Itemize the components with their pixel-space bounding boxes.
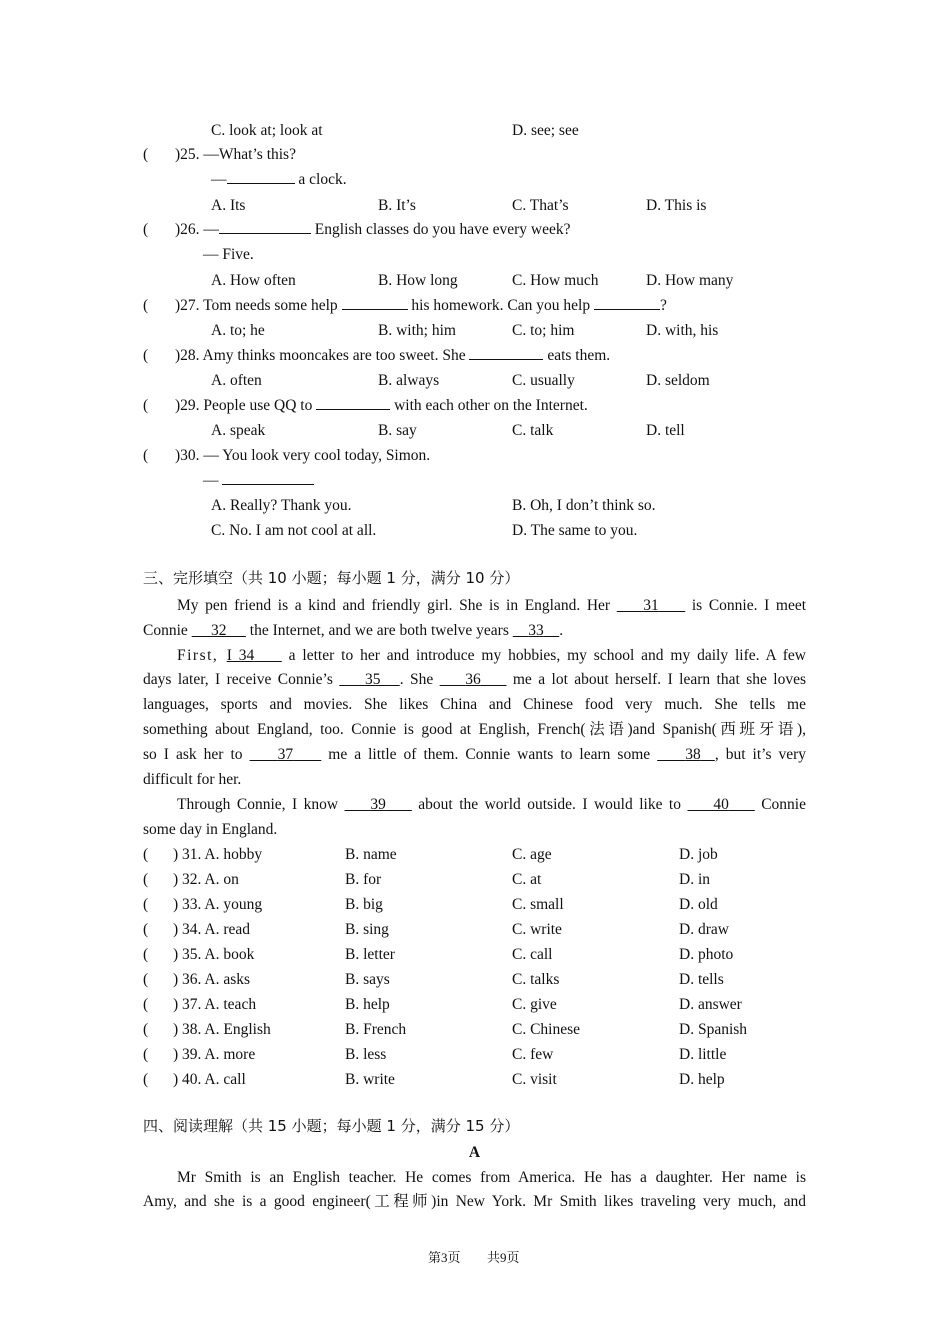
blank-33 xyxy=(513,622,560,639)
q27-stem xyxy=(175,296,667,316)
option-35-b: B. letter xyxy=(345,946,395,963)
q30-stem: )30. — You look very cool today, Simon. xyxy=(175,447,431,464)
q28-blank[interactable] xyxy=(469,346,543,360)
option-34-d: D. draw xyxy=(679,921,729,938)
q27-option-b: B. with; him xyxy=(378,322,456,339)
blank-31-num: 31 xyxy=(643,597,659,614)
cloze-line-1 xyxy=(143,596,806,616)
q26-stem-b: English classes do you have every week? xyxy=(310,221,571,238)
q29-stem-a: )29. People use QQ to xyxy=(175,397,317,414)
option-39-c: C. few xyxy=(512,1046,554,1063)
q29-option-c: C. talk xyxy=(512,422,554,439)
q26-stem xyxy=(175,220,570,240)
option-paren: ( xyxy=(143,1071,149,1088)
option-31-a: ) 31. A. hobby xyxy=(173,846,263,863)
option-33-d: D. old xyxy=(679,896,718,913)
q27-option-a: A. to; he xyxy=(211,322,265,339)
q25-option-b: B. It’s xyxy=(378,197,416,214)
q25-option-c: C. That’s xyxy=(512,197,569,214)
option-paren: ( xyxy=(143,871,149,888)
option-32-c: C. at xyxy=(512,871,542,888)
cloze-text: the Internet, and we are both twelve years xyxy=(249,622,513,639)
option-36-b: B. says xyxy=(345,971,390,988)
q25-dash: — xyxy=(211,171,227,188)
cloze-text: so I ask her to xyxy=(143,746,250,763)
q25-paren: ( xyxy=(143,146,149,163)
q29-option-d: D. tell xyxy=(646,422,685,439)
option-38-c: C. Chinese xyxy=(512,1021,581,1038)
blank-33-num: 33 xyxy=(528,622,544,639)
blank-34 xyxy=(227,647,282,664)
passage-a-line-1: Mr Smith is an English teacher. He comes from America. He has a daughter. Her name is xyxy=(177,1169,806,1186)
option-34-a: ) 34. A. read xyxy=(173,921,251,938)
blank-39-num: 39 xyxy=(370,796,386,813)
option-40-a: ) 40. A. call xyxy=(173,1071,246,1088)
option-37-c: C. give xyxy=(512,996,557,1013)
option-31-d: D. job xyxy=(679,846,718,863)
option-36-d: D. tells xyxy=(679,971,724,988)
option-35-d: D. photo xyxy=(679,946,734,963)
q24-option-d: D. see; see xyxy=(512,122,579,139)
q27-paren: ( xyxy=(143,297,149,314)
cloze-text: is Connie. I meet xyxy=(685,597,807,614)
blank-38 xyxy=(657,746,715,763)
option-31-b: B. name xyxy=(345,846,397,863)
option-38-a: ) 38. A. English xyxy=(173,1021,271,1038)
option-39-b: B. less xyxy=(345,1046,387,1063)
q28-stem-b: eats them. xyxy=(543,347,611,364)
blank-40 xyxy=(687,796,754,813)
q29-stem-b: with each other on the Internet. xyxy=(390,397,588,414)
cloze-text: First, xyxy=(177,647,227,664)
cloze-text: . She xyxy=(399,671,440,688)
q26-stem-a: )26. — xyxy=(175,221,219,238)
option-paren: ( xyxy=(143,846,149,863)
option-paren: ( xyxy=(143,1021,149,1038)
q24-option-c: C. look at; look at xyxy=(211,122,323,139)
q26-blank[interactable] xyxy=(219,220,311,234)
option-37-b: B. help xyxy=(345,996,390,1013)
option-33-b: B. big xyxy=(345,896,383,913)
option-32-a: ) 32. A. on xyxy=(173,871,239,888)
option-paren: ( xyxy=(143,946,149,963)
option-37-d: D. answer xyxy=(679,996,742,1013)
cloze-line-10: some day in England. xyxy=(143,821,278,838)
q28-option-b: B. always xyxy=(378,372,440,389)
option-paren: ( xyxy=(143,921,149,938)
blank-37 xyxy=(250,746,322,763)
q30-option-d: D. The same to you. xyxy=(512,522,638,539)
q29-blank[interactable] xyxy=(316,396,390,410)
q25-stem: )25. —What’s this? xyxy=(175,146,296,163)
option-36-a: ) 36. A. asks xyxy=(173,971,251,988)
option-39-a: ) 39. A. more xyxy=(173,1046,256,1063)
cloze-line-7 xyxy=(143,745,806,765)
cloze-text: Connie xyxy=(143,622,192,639)
option-37-a: ) 37. A. teach xyxy=(173,996,257,1013)
option-paren: ( xyxy=(143,971,149,988)
q30-answer-line xyxy=(203,471,314,491)
option-35-c: C. call xyxy=(512,946,553,963)
q27-option-c: C. to; him xyxy=(512,322,575,339)
q28-option-a: A. often xyxy=(211,372,262,389)
cloze-text: . xyxy=(559,622,564,639)
q30-blank[interactable] xyxy=(222,471,314,485)
cloze-line-5: languages, sports and movies. She likes China and Chinese food very much. She tells me xyxy=(143,696,806,713)
q29-stem xyxy=(175,396,588,416)
q27-stem-b: his homework. Can you help xyxy=(407,297,594,314)
option-34-b: B. sing xyxy=(345,921,389,938)
cloze-line-6: something about England, too. Connie is good at English, French(法语)and Spanish(西班牙语), xyxy=(143,721,806,738)
option-paren: ( xyxy=(143,996,149,1013)
option-39-d: D. little xyxy=(679,1046,727,1063)
cloze-text: me a lot about herself. I learn that she loves xyxy=(506,671,807,688)
q26-paren: ( xyxy=(143,221,149,238)
cloze-text: My pen friend is a kind and friendly girl. She is in England. Her xyxy=(177,597,617,614)
q29-option-a: A. speak xyxy=(211,422,266,439)
q28-stem xyxy=(175,346,610,366)
q30-option-b: B. Oh, I don’t think so. xyxy=(512,497,656,514)
cloze-text: about the world outside. I would like to xyxy=(411,796,688,813)
blank-38-num: 38 xyxy=(685,746,701,763)
q30-option-c: C. No. I am not cool at all. xyxy=(211,522,377,539)
cloze-line-8: difficult for her. xyxy=(143,771,242,788)
option-31-c: C. age xyxy=(512,846,552,863)
q27-option-d: D. with, his xyxy=(646,322,719,339)
q27-blank-2[interactable] xyxy=(594,296,660,310)
cloze-text: Through Connie, I know xyxy=(177,796,345,813)
cloze-text: , but it’s very xyxy=(714,746,807,763)
q30-option-a: A. Really? Thank you. xyxy=(211,497,352,514)
q26-answer: — Five. xyxy=(203,246,254,263)
page-total: 共9页 xyxy=(487,1250,520,1265)
cloze-line-4 xyxy=(143,670,806,690)
q25-answer-line xyxy=(211,170,347,190)
blank-35-num: 35 xyxy=(364,671,381,688)
q26-option-d: D. How many xyxy=(646,272,734,289)
q30-dash: — xyxy=(203,472,219,489)
q26-option-a: A. How often xyxy=(211,272,296,289)
option-32-d: D. in xyxy=(679,871,710,888)
page-number: 第3页 xyxy=(428,1250,461,1265)
q28-paren: ( xyxy=(143,347,149,364)
q25-option-a: A. Its xyxy=(211,197,246,214)
option-35-a: ) 35. A. book xyxy=(173,946,255,963)
q30-paren: ( xyxy=(143,447,149,464)
q29-paren: ( xyxy=(143,397,149,414)
blank-40-num: 40 xyxy=(713,796,729,813)
blank-31 xyxy=(617,597,686,614)
option-38-b: B. French xyxy=(345,1021,407,1038)
option-paren: ( xyxy=(143,896,149,913)
cloze-line-3 xyxy=(143,646,806,666)
q27-stem-a: )27. Tom needs some help xyxy=(175,297,342,314)
q26-option-c: C. How much xyxy=(512,272,599,289)
cloze-text: a letter to her and introduce my hobbies, my school and my daily life. A few xyxy=(281,647,806,664)
cloze-line-2 xyxy=(143,621,563,641)
cloze-text: Connie xyxy=(754,796,806,813)
cloze-text: me a little of them. Connie wants to learn some xyxy=(321,746,658,763)
option-34-c: C. write xyxy=(512,921,562,938)
option-36-c: C. talks xyxy=(512,971,560,988)
option-33-c: C. small xyxy=(512,896,564,913)
cloze-line-9 xyxy=(143,795,806,815)
passage-a-line-2: Amy, and she is a good engineer(工程师)in New York. Mr Smith likes traveling very much, and xyxy=(143,1193,806,1210)
blank-36 xyxy=(440,671,507,688)
q26-option-b: B. How long xyxy=(378,272,458,289)
blank-36-num: 36 xyxy=(465,671,481,688)
q25-after: a clock. xyxy=(294,171,347,188)
q28-option-d: D. seldom xyxy=(646,372,710,389)
option-40-b: B. write xyxy=(345,1071,395,1088)
q25-blank[interactable] xyxy=(227,170,295,184)
blank-34-num: I 34 xyxy=(226,647,255,664)
option-40-c: C. visit xyxy=(512,1071,557,1088)
blank-35 xyxy=(339,671,399,688)
option-38-d: D. Spanish xyxy=(679,1021,748,1038)
section3-title: 三、完形填空（共 10 小题；每小题 1 分，满分 10 分） xyxy=(143,569,520,587)
option-40-d: D. help xyxy=(679,1071,725,1088)
passage-a-label: A xyxy=(468,1144,481,1161)
q27-blank-1[interactable] xyxy=(342,296,408,310)
blank-32-num: 32 xyxy=(211,622,227,639)
cloze-text: days later, I receive Connie’s xyxy=(143,671,340,688)
q25-option-d: D. This is xyxy=(646,197,707,214)
blank-37-num: 37 xyxy=(277,746,294,763)
option-33-a: ) 33. A. young xyxy=(173,896,263,913)
q28-option-c: C. usually xyxy=(512,372,575,389)
q27-stem-c: ? xyxy=(659,297,667,314)
q29-option-b: B. say xyxy=(378,422,417,439)
section4-title: 四、阅读理解（共 15 小题；每小题 1 分，满分 15 分） xyxy=(143,1117,520,1135)
q28-stem-a: )28. Amy thinks mooncakes are too sweet. She xyxy=(175,347,470,364)
option-paren: ( xyxy=(143,1046,149,1063)
blank-39 xyxy=(345,796,412,813)
option-32-b: B. for xyxy=(345,871,382,888)
blank-32 xyxy=(192,622,246,639)
